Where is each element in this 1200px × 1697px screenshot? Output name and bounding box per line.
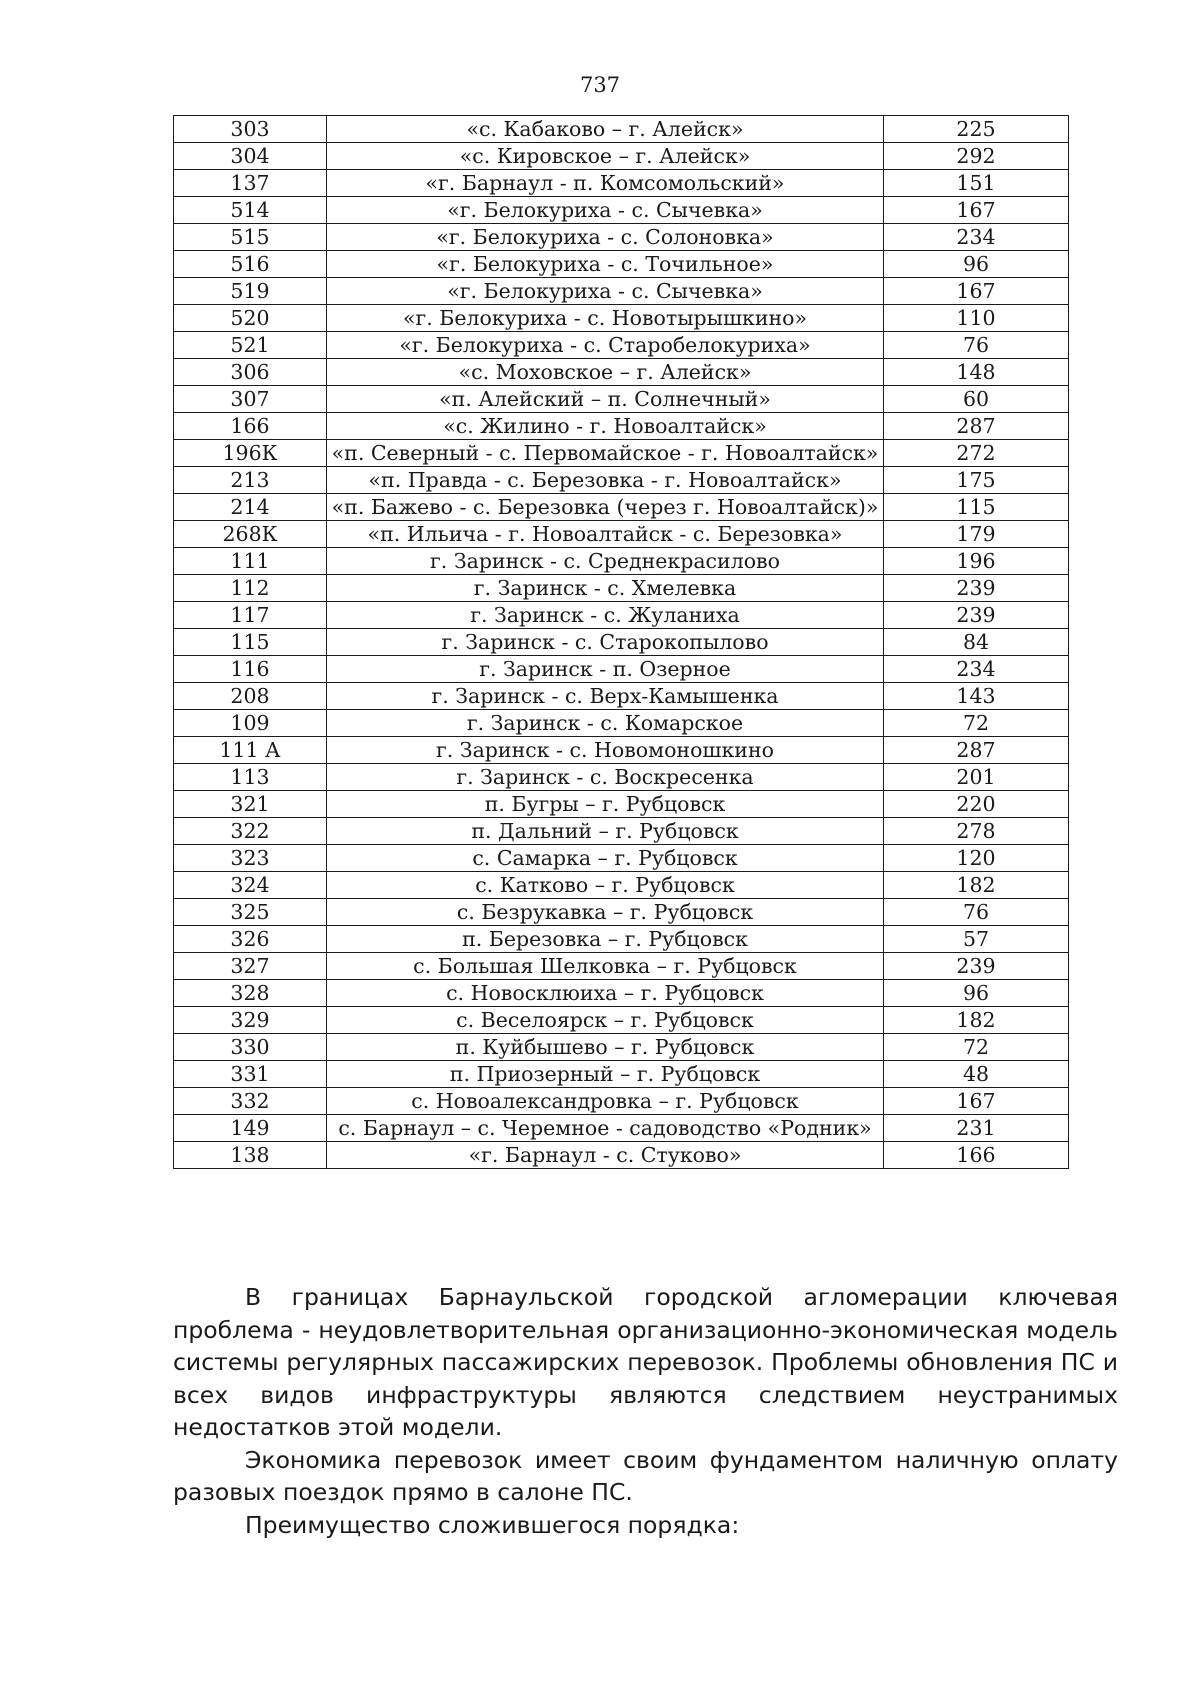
route-length-cell: 239: [884, 575, 1069, 602]
table-row: [174, 386, 1069, 413]
route-length-cell: 182: [884, 1007, 1069, 1034]
route-length-cell: 120: [884, 845, 1069, 872]
route-number-cell: 328: [174, 980, 327, 1007]
table-row: [174, 818, 1069, 845]
table-row: [174, 359, 1069, 386]
route-length-cell: 292: [884, 143, 1069, 170]
route-length-cell: 182: [884, 872, 1069, 899]
route-name-cell: г. Заринск - с. Среднекрасилово: [327, 548, 884, 575]
route-number-cell: 329: [174, 1007, 327, 1034]
table-row: [174, 629, 1069, 656]
route-name-cell: «с. Жилино - г. Новоалтайск»: [327, 413, 884, 440]
table-row: [174, 1034, 1069, 1061]
route-length-cell: 48: [884, 1061, 1069, 1088]
table-row: [174, 710, 1069, 737]
route-name-cell: «г. Белокуриха - с. Солоновка»: [327, 224, 884, 251]
route-number-cell: 116: [174, 656, 327, 683]
table-row: [174, 305, 1069, 332]
route-number-cell: 322: [174, 818, 327, 845]
route-number-cell: 304: [174, 143, 327, 170]
route-name-cell: с. Безрукавка – г. Рубцовск: [327, 899, 884, 926]
route-length-cell: 179: [884, 521, 1069, 548]
route-name-cell: п. Куйбышево – г. Рубцовск: [327, 1034, 884, 1061]
route-name-cell: «г. Белокуриха - с. Старобелокуриха»: [327, 332, 884, 359]
route-number-cell: 138: [174, 1142, 327, 1169]
table-row: [174, 332, 1069, 359]
route-number-cell: 515: [174, 224, 327, 251]
route-number-cell: 149: [174, 1115, 327, 1142]
route-number-cell: 327: [174, 953, 327, 980]
route-length-cell: 278: [884, 818, 1069, 845]
route-name-cell: п. Бугры – г. Рубцовск: [327, 791, 884, 818]
route-number-cell: 521: [174, 332, 327, 359]
route-name-cell: с. Новоалександровка – г. Рубцовск: [327, 1088, 884, 1115]
route-name-cell: г. Заринск - с. Старокопылово: [327, 629, 884, 656]
route-name-cell: г. Заринск - с. Новомоношкино: [327, 737, 884, 764]
route-length-cell: 84: [884, 629, 1069, 656]
body-text: [173, 1281, 1118, 1541]
table-row: [174, 953, 1069, 980]
route-name-cell: с. Барнаул – с. Черемное - садоводство «Родник»: [327, 1115, 884, 1142]
route-number-cell: 214: [174, 494, 327, 521]
route-number-cell: 115: [174, 629, 327, 656]
table-row: [174, 926, 1069, 953]
route-length-cell: 167: [884, 278, 1069, 305]
routes-table: [173, 115, 1069, 1169]
route-number-cell: 111 А: [174, 737, 327, 764]
route-length-cell: 231: [884, 1115, 1069, 1142]
route-length-cell: 76: [884, 332, 1069, 359]
table-row: [174, 197, 1069, 224]
route-length-cell: 234: [884, 656, 1069, 683]
route-name-cell: с. Большая Шелковка – г. Рубцовск: [327, 953, 884, 980]
table-row: [174, 1061, 1069, 1088]
route-number-cell: 332: [174, 1088, 327, 1115]
route-length-cell: 72: [884, 1034, 1069, 1061]
route-length-cell: 151: [884, 170, 1069, 197]
route-name-cell: п. Дальний – г. Рубцовск: [327, 818, 884, 845]
route-number-cell: 213: [174, 467, 327, 494]
route-name-cell: «г. Белокуриха - с. Точильное»: [327, 251, 884, 278]
route-name-cell: с. Самарка – г. Рубцовск: [327, 845, 884, 872]
page-number: 737: [579, 73, 621, 97]
route-length-cell: 96: [884, 251, 1069, 278]
table-row: [174, 656, 1069, 683]
table-row: [174, 548, 1069, 575]
route-number-cell: 112: [174, 575, 327, 602]
table-row: [174, 1142, 1069, 1169]
route-length-cell: 76: [884, 899, 1069, 926]
route-length-cell: 115: [884, 494, 1069, 521]
route-length-cell: 201: [884, 764, 1069, 791]
route-name-cell: «п. Алейский – п. Солнечный»: [327, 386, 884, 413]
table-row: [174, 224, 1069, 251]
route-name-cell: «г. Белокуриха - с. Сычевка»: [327, 278, 884, 305]
route-number-cell: 325: [174, 899, 327, 926]
table-row: [174, 845, 1069, 872]
table-row: [174, 575, 1069, 602]
table-row: [174, 1115, 1069, 1142]
route-number-cell: 111: [174, 548, 327, 575]
table-row: [174, 791, 1069, 818]
route-name-cell: «п. Северный - с. Первомайское - г. Новоалтайск»: [327, 440, 884, 467]
table-row: [174, 872, 1069, 899]
route-name-cell: п. Березовка – г. Рубцовск: [327, 926, 884, 953]
route-name-cell: г. Заринск - с. Верх-Камышенка: [327, 683, 884, 710]
route-length-cell: 239: [884, 602, 1069, 629]
route-length-cell: 148: [884, 359, 1069, 386]
route-number-cell: 516: [174, 251, 327, 278]
route-name-cell: г. Заринск - с. Хмелевка: [327, 575, 884, 602]
route-name-cell: г. Заринск - с. Комарское: [327, 710, 884, 737]
route-number-cell: 520: [174, 305, 327, 332]
route-name-cell: «г. Белокуриха - с. Сычевка»: [327, 197, 884, 224]
route-number-cell: 166: [174, 413, 327, 440]
route-number-cell: 268К: [174, 521, 327, 548]
route-name-cell: «п. Правда - с. Березовка - г. Новоалтайск»: [327, 467, 884, 494]
paragraph-advantages-intro: Преимущество сложившегося порядка:: [245, 1510, 740, 1539]
route-length-cell: 72: [884, 710, 1069, 737]
route-length-cell: 287: [884, 413, 1069, 440]
route-number-cell: 323: [174, 845, 327, 872]
route-length-cell: 110: [884, 305, 1069, 332]
route-number-cell: 306: [174, 359, 327, 386]
route-name-cell: «г. Барнаул - с. Стуково»: [327, 1142, 884, 1169]
route-number-cell: 331: [174, 1061, 327, 1088]
route-length-cell: 175: [884, 467, 1069, 494]
route-length-cell: 60: [884, 386, 1069, 413]
route-length-cell: 272: [884, 440, 1069, 467]
route-length-cell: 234: [884, 224, 1069, 251]
route-name-cell: с. Веселоярск – г. Рубцовск: [327, 1007, 884, 1034]
route-length-cell: 196: [884, 548, 1069, 575]
route-length-cell: 143: [884, 683, 1069, 710]
table-row: [174, 602, 1069, 629]
table-row: [174, 521, 1069, 548]
table-row: [174, 170, 1069, 197]
route-length-cell: 220: [884, 791, 1069, 818]
table-row: [174, 1088, 1069, 1115]
table-row: [174, 251, 1069, 278]
route-length-cell: 57: [884, 926, 1069, 953]
table-row: [174, 413, 1069, 440]
route-number-cell: 321: [174, 791, 327, 818]
table-row: [174, 440, 1069, 467]
route-length-cell: 239: [884, 953, 1069, 980]
route-number-cell: 326: [174, 926, 327, 953]
table-row: [174, 980, 1069, 1007]
route-number-cell: 208: [174, 683, 327, 710]
route-name-cell: «г. Барнаул - п. Комсомольский»: [327, 170, 884, 197]
route-number-cell: 196К: [174, 440, 327, 467]
table-row: [174, 143, 1069, 170]
route-length-cell: 287: [884, 737, 1069, 764]
routes-table-body: [174, 116, 1069, 1169]
route-number-cell: 117: [174, 602, 327, 629]
route-number-cell: 307: [174, 386, 327, 413]
route-name-cell: г. Заринск - с. Воскресенка: [327, 764, 884, 791]
route-length-cell: 96: [884, 980, 1069, 1007]
route-name-cell: с. Катково – г. Рубцовск: [327, 872, 884, 899]
table-row: [174, 1007, 1069, 1034]
table-row: [174, 494, 1069, 521]
route-length-cell: 167: [884, 1088, 1069, 1115]
route-length-cell: 166: [884, 1142, 1069, 1169]
route-number-cell: 519: [174, 278, 327, 305]
route-name-cell: п. Приозерный – г. Рубцовск: [327, 1061, 884, 1088]
route-name-cell: г. Заринск - п. Озерное: [327, 656, 884, 683]
route-name-cell: «с. Кировское – г. Алейск»: [327, 143, 884, 170]
table-row: [174, 116, 1069, 143]
route-name-cell: «с. Моховское – г. Алейск»: [327, 359, 884, 386]
route-name-cell: с. Новосклюиха – г. Рубцовск: [327, 980, 884, 1007]
table-row: [174, 764, 1069, 791]
table-row: [174, 683, 1069, 710]
route-name-cell: «п. Бажево - с. Березовка (через г. Новоалтайск)»: [327, 494, 884, 521]
paragraph-agglomeration-problem: В границах Барнаульской городской агломерации ключевая проблема - неудовлетворительная организационно-экономическая модель системы регулярных пассажирских перевозок. Проблемы обновления ПС и всех видов инфраструктуры являются следствием неустранимых недостатков этой модели.: [173, 1283, 1118, 1441]
route-number-cell: 109: [174, 710, 327, 737]
route-number-cell: 330: [174, 1034, 327, 1061]
route-number-cell: 137: [174, 170, 327, 197]
table-row: [174, 737, 1069, 764]
route-number-cell: 113: [174, 764, 327, 791]
paragraph-transport-economics: Экономика перевозок имеет своим фундаментом наличную оплату разовых поездок прямо в салоне ПС.: [173, 1445, 1118, 1506]
table-row: [174, 278, 1069, 305]
route-name-cell: «п. Ильича - г. Новоалтайск - с. Березовка»: [327, 521, 884, 548]
route-name-cell: г. Заринск - с. Жуланиха: [327, 602, 884, 629]
route-length-cell: 225: [884, 116, 1069, 143]
table-row: [174, 899, 1069, 926]
route-number-cell: 324: [174, 872, 327, 899]
route-length-cell: 167: [884, 197, 1069, 224]
route-name-cell: «с. Кабаково – г. Алейск»: [327, 116, 884, 143]
route-name-cell: «г. Белокуриха - с. Новотырышкино»: [327, 305, 884, 332]
route-number-cell: 514: [174, 197, 327, 224]
route-number-cell: 303: [174, 116, 327, 143]
table-row: [174, 467, 1069, 494]
